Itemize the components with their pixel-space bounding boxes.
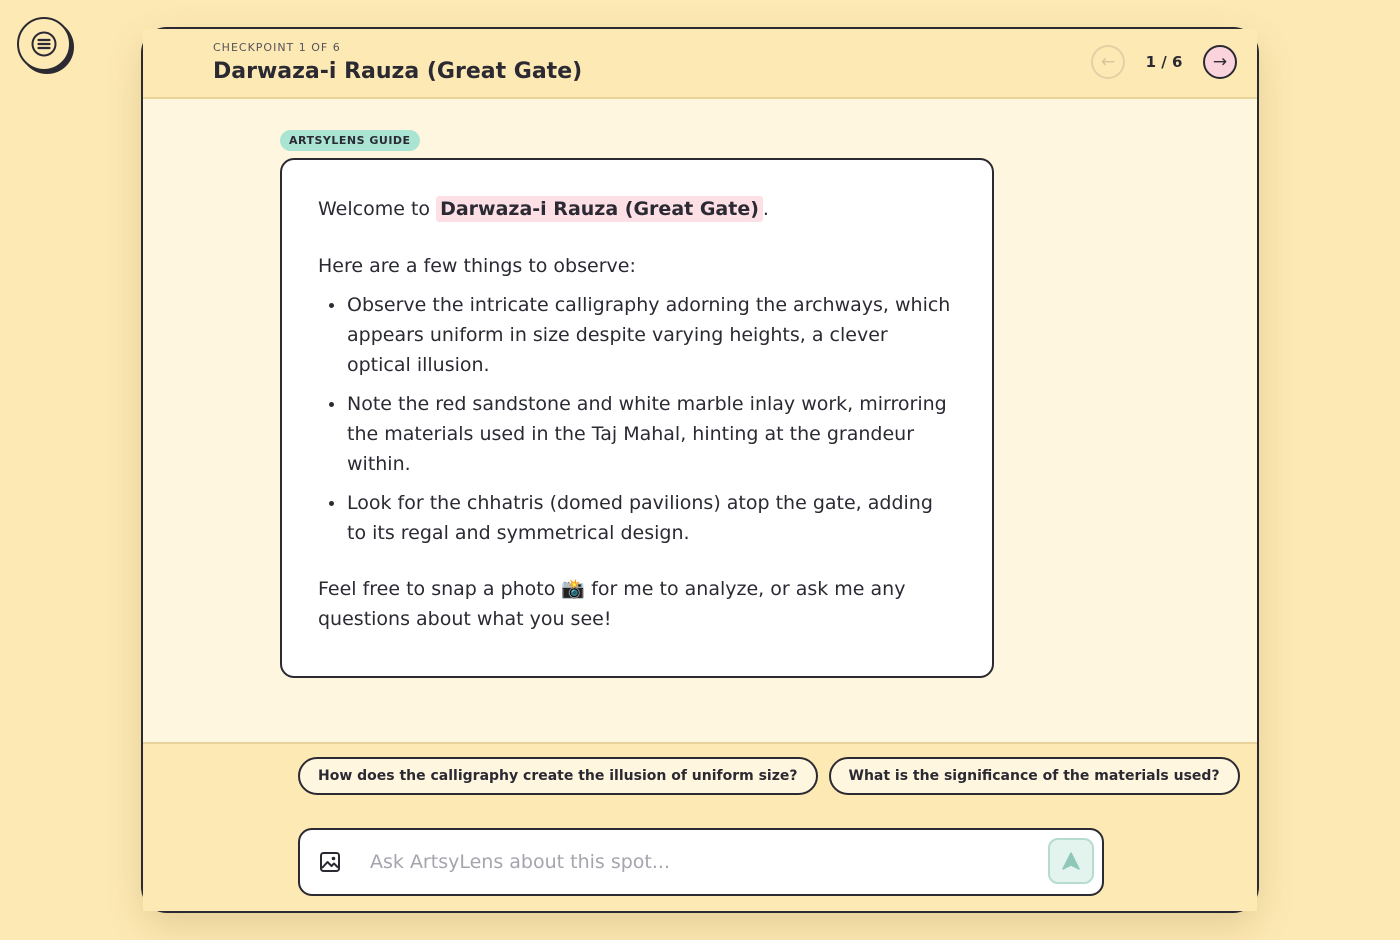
menu-button[interactable] [17,17,71,71]
suggestion-chip[interactable]: How does the calligraphy create the illusion of uniform size? [298,757,818,795]
image-upload-button[interactable] [318,850,342,874]
chat-composer [298,828,1104,896]
suggestion-chip[interactable]: What is the significance of the materials used? [829,757,1240,795]
image-upload-icon [319,851,341,873]
guide-message-card [280,158,994,678]
observation-item: Look for the chhatris (domed pavilions) atop the gate, adding to its regal and symmetrical design. [318,488,956,548]
checkpoint-counter: 1 / 6 [1145,53,1183,71]
camera-flash-icon: 📸 [561,578,586,600]
previous-checkpoint-button[interactable] [1091,45,1125,79]
suggestion-chips [298,757,1220,801]
arrow-right-icon: → [1212,51,1228,72]
photo-prompt-start: Feel free to snap a photo [318,578,562,600]
page-title: Darwaza-i Rauza (Great Gate) [213,59,583,84]
send-button[interactable] [1048,838,1094,884]
chat-input[interactable] [370,844,1030,880]
next-checkpoint-button[interactable] [1203,45,1237,79]
observation-item: Note the red sandstone and white marble inlay work, mirroring the materials used in the Taj Mahal, hinting at the grandeur within. [318,389,956,479]
photo-prompt [318,574,956,634]
composer-area [143,742,1257,911]
photo-prompt-end: for me to analyze, or ask me any questions about what you see! [318,578,906,630]
welcome-prefix: Welcome to [318,198,437,220]
guide-badge: ARTSYLENS GUIDE [280,130,420,151]
send-icon [1061,851,1081,871]
observation-list [318,290,956,548]
hamburger-menu-icon [31,31,57,57]
tour-panel [141,27,1259,913]
place-name-highlight: Darwaza-i Rauza (Great Gate) [436,196,763,222]
checkpoint-pager [1091,45,1237,79]
welcome-suffix: . [762,198,769,220]
arrow-left-icon: ← [1100,51,1116,72]
observe-intro: Here are a few things to observe: [318,255,636,277]
welcome-line [318,194,956,224]
checkpoint-header [143,29,1257,99]
observation-item: Observe the intricate calligraphy adorning the archways, which appears uniform in size despite varying heights, a clever optical illusion. [318,290,956,380]
checkpoint-progress-label: CHECKPOINT 1 OF 6 [213,41,341,54]
